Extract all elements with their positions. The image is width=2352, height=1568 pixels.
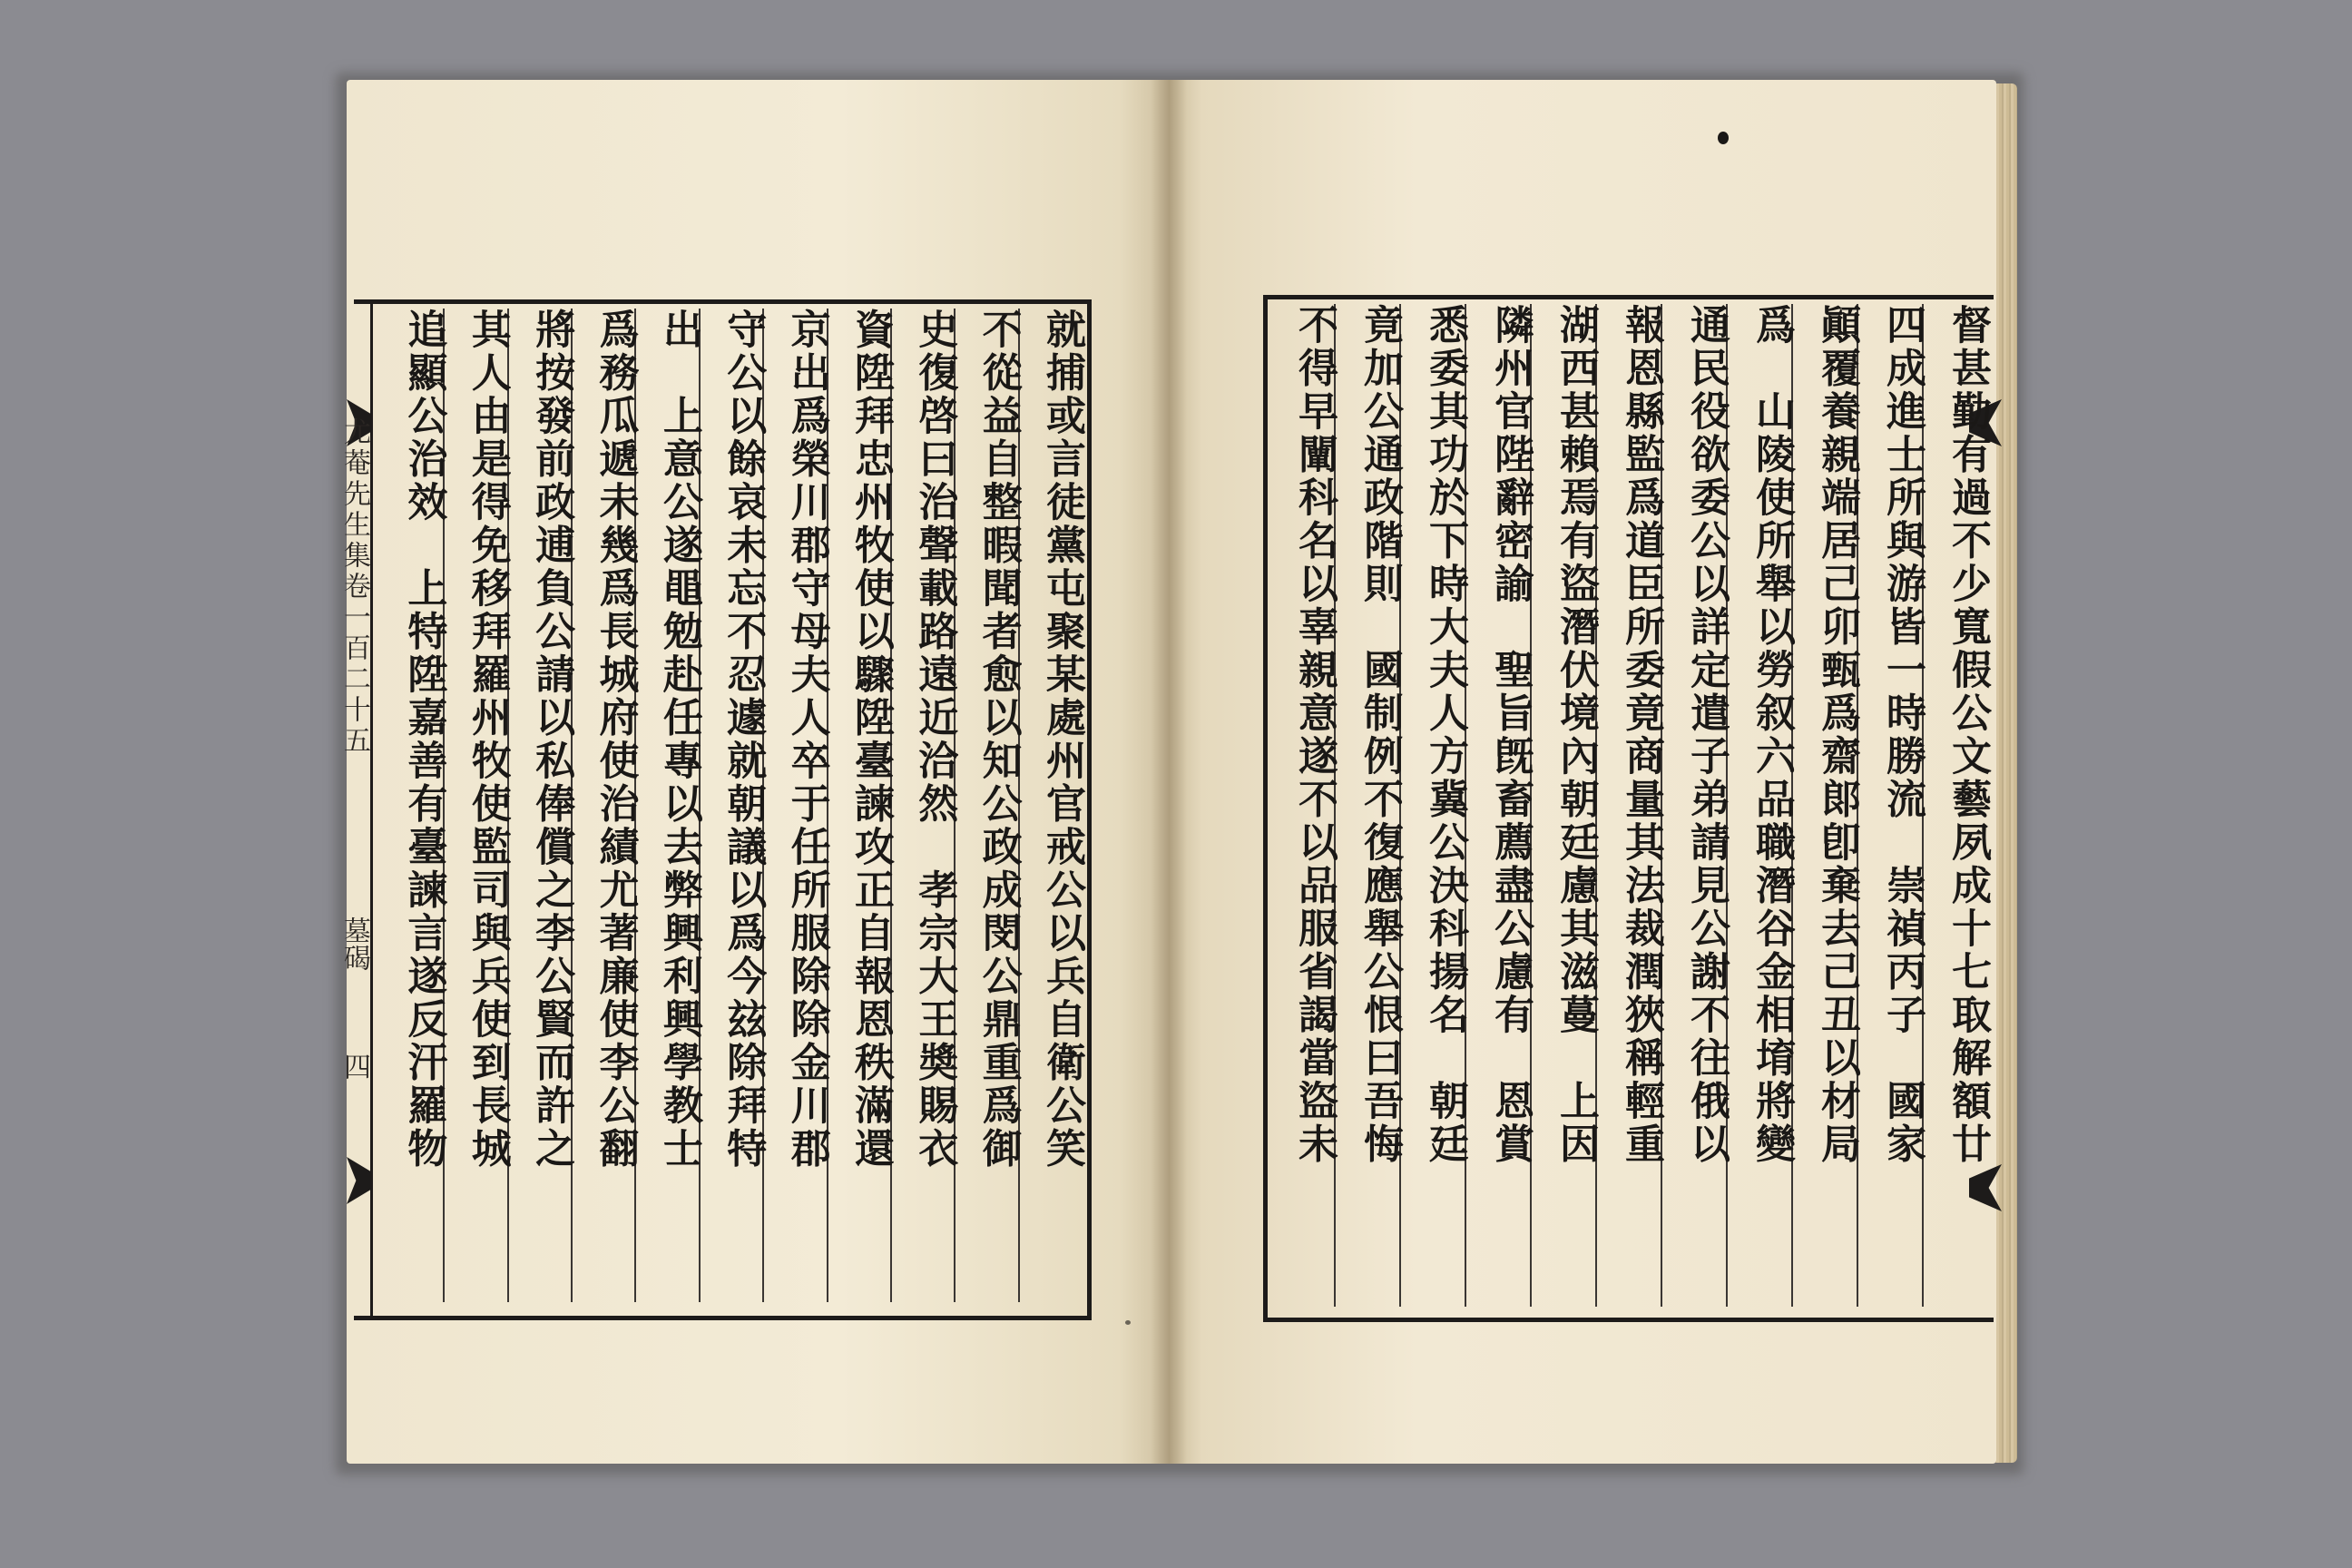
banxin-section: 墓碣 (338, 916, 370, 971)
text-column: 出 上意公遂黽勉赴任專以去弊興利興學教士 (636, 309, 700, 1302)
text-column: 不從益自整暇聞者愈以知公政成閔公鼎重爲御 (956, 309, 1019, 1302)
text-column: 就捕或言徒黨屯聚某處州官戒公以兵自衛公笑 (1039, 309, 1085, 1171)
text-column: 悉委其功於下時大夫人方冀公決科揚名 朝廷 (1401, 304, 1466, 1307)
text-column: 資陞拜忠州牧使以驟陞臺諫攻正自報恩秩滿還 (828, 309, 892, 1302)
text-column: 顚覆養親端居己卯甄爲齋郞卽棄去己丑以材局 (1793, 304, 1858, 1307)
text-column: 不得早闡科名以辜親意遂不以品服省謁當盜未 (1270, 304, 1336, 1307)
text-column: 史復啓曰治聲載路遠近洽然 孝宗大王奬賜衣 (892, 309, 956, 1302)
text-column: 守公以餘哀未忘不忍遽就朝議以爲今玆除拜特 (701, 309, 764, 1302)
text-column: 報恩縣監爲道臣所委竟商量其法裁潤狹稱輕重 (1597, 304, 1662, 1307)
text-column: 追顯公治效 上特陞嘉善有臺諫言遂反汗羅物 (381, 309, 445, 1302)
ink-speck (1718, 132, 1729, 144)
text-column: 爲務瓜遞未幾爲長城府使治績尤著廉使李公翻 (573, 309, 636, 1302)
text-column: 其人由是得免移拜羅州牧使監司與兵使到長城 (445, 309, 508, 1302)
text-column: 爲 山陵使所舉以勞叙六品職潛谷金相堉將變 (1728, 304, 1793, 1307)
text-column: 隣州官陛辭密諭 聖旨旣畜薦盡公慮有 恩賞 (1466, 304, 1532, 1307)
banxin-title: 尤菴先生集卷一百二十五 (338, 417, 370, 757)
ink-speck (1125, 1320, 1131, 1325)
left-text-block (381, 309, 1085, 1302)
text-column: 竟加公通政階則 國制例不復應舉公恨曰吾悔 (1336, 304, 1401, 1307)
right-text-block (1270, 304, 1991, 1307)
text-column: 京出爲榮川郡守母夫人卒于任所服除除金川郡 (764, 309, 828, 1302)
text-column: 督甚勤有過不少寬假公文藝夙成十七取解額廿 (1945, 304, 1991, 1166)
text-column: 將按發前政逋負公請以私俸償之李公賢而許之 (509, 309, 573, 1302)
text-column: 湖西甚賴焉有盜潛伏境內朝廷慮其滋蔓 上因 (1532, 304, 1597, 1307)
banxin-page-number: 四 (338, 1053, 370, 1080)
book-gutter (1151, 80, 1187, 1464)
text-column: 通民役欲委公以詳定遣子弟請見公謝不往俄以 (1662, 304, 1728, 1307)
text-column: 四成進士所與游皆一時勝流 崇禎丙子 國家 (1858, 304, 1924, 1307)
